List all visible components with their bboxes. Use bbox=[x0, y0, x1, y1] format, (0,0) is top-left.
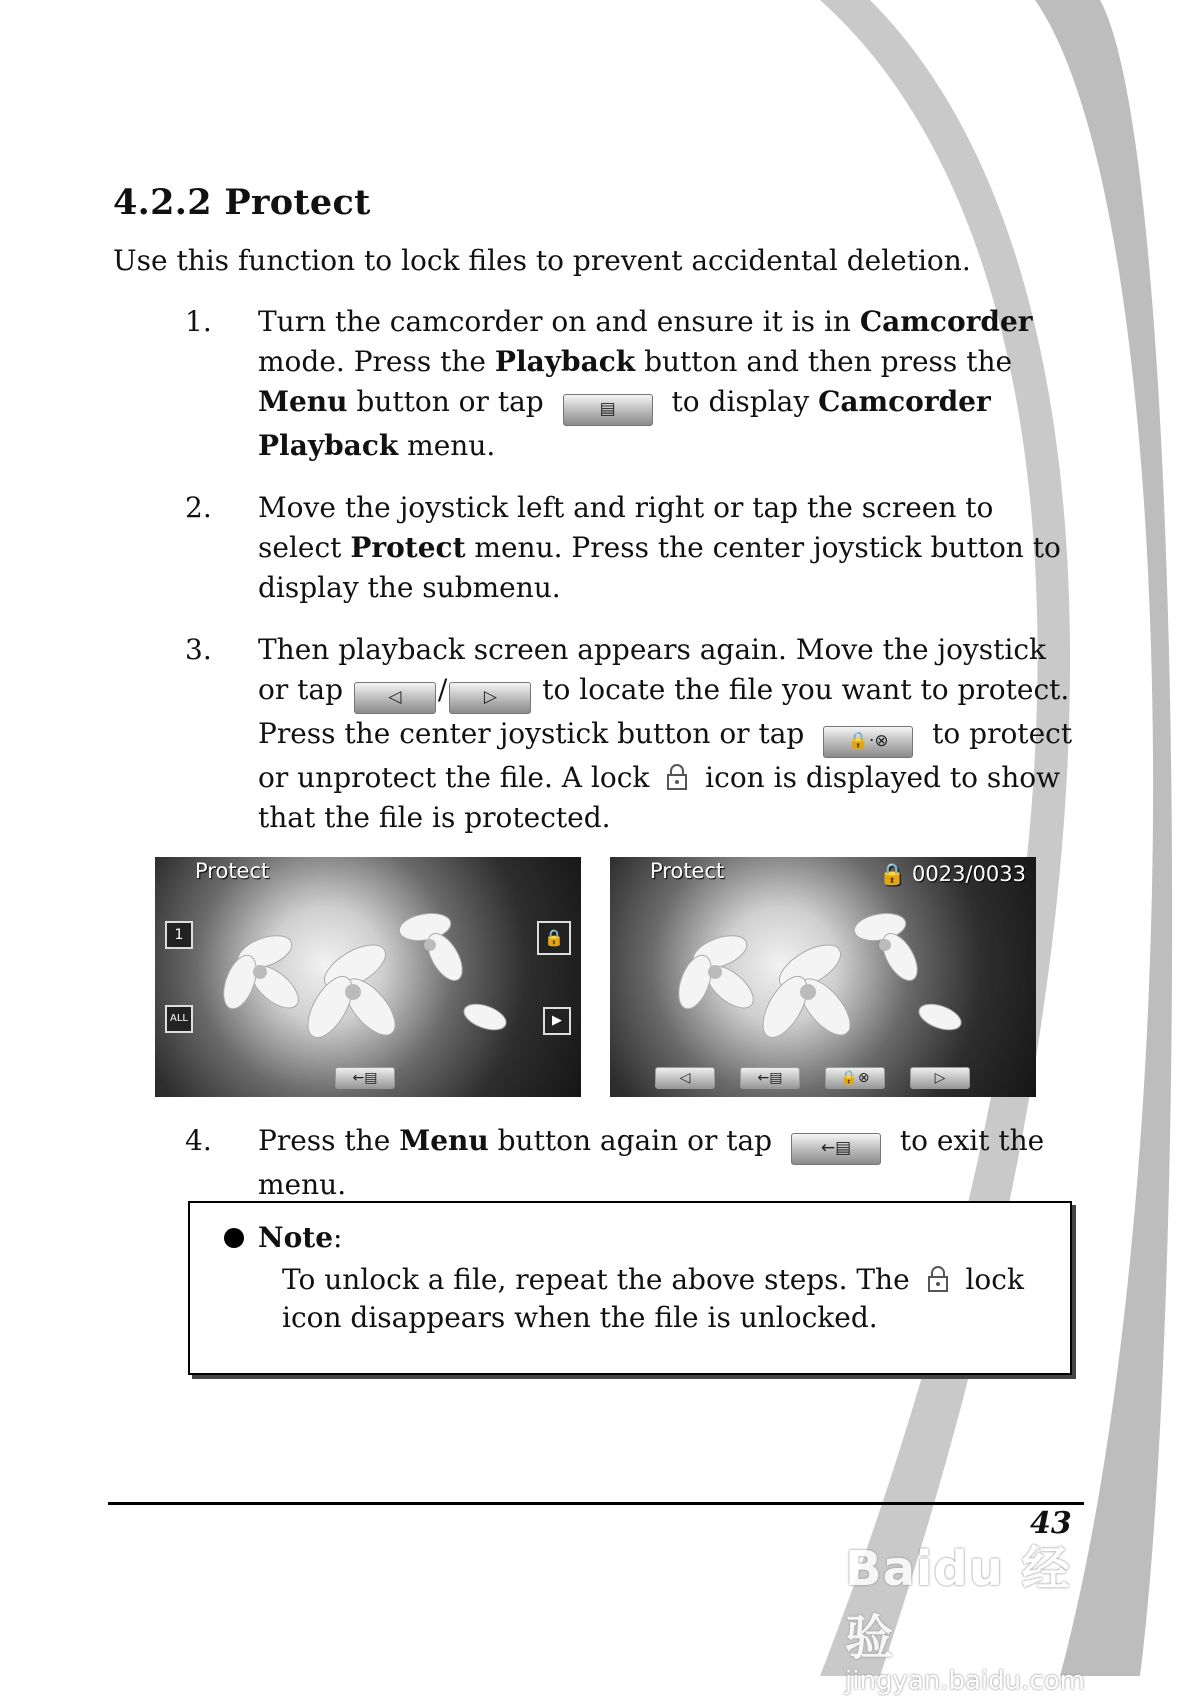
step-2 bbox=[185, 488, 1085, 608]
note-header: Note : bbox=[224, 1221, 342, 1254]
slideshow-icon: ▶ bbox=[543, 1007, 571, 1035]
step-number: 3. bbox=[185, 633, 212, 666]
section-heading: 4.2.2 Protect bbox=[113, 182, 371, 223]
exit-menu-icon: ←▤ bbox=[791, 1133, 881, 1165]
steps-list-continued bbox=[185, 1121, 1085, 1205]
note-label: Note bbox=[258, 1221, 334, 1254]
previous-arrow-icon: ◁ bbox=[655, 1067, 715, 1089]
exit-menu-icon: ←▤ bbox=[740, 1067, 800, 1089]
protect-toggle-icon: 🔒·⊗ bbox=[823, 726, 913, 758]
lock-icon bbox=[927, 1265, 949, 1293]
lock-icon bbox=[666, 763, 688, 791]
section-intro: Use this function to lock files to prevent accidental deletion. bbox=[113, 244, 971, 277]
watermark bbox=[845, 1530, 1115, 1696]
flower-photo bbox=[155, 857, 581, 1097]
step-3 bbox=[185, 630, 1085, 838]
page-number: 43 bbox=[1030, 1506, 1072, 1541]
steps-list bbox=[185, 302, 1085, 860]
step-text: Press the Menu button again or tap ←▤ to exit the menu. bbox=[258, 1124, 1045, 1201]
step-text: Move the joystick left and right or tap the screen to select Protect menu. Press the center joystick button to display the submenu. bbox=[258, 491, 1061, 604]
menu-button-icon: ▤ bbox=[563, 394, 653, 426]
step-number: 4. bbox=[185, 1124, 212, 1157]
file-counter: 🔒 0023/0033 bbox=[879, 862, 1026, 886]
step-number: 2. bbox=[185, 491, 212, 524]
step-number: 1. bbox=[185, 305, 212, 338]
step-text: Then playback screen appears again. Move the joystick or tap ◁ / ▷ to locate the file you want to protect. Press the center joystick button or tap 🔒·⊗ to protect or unprotect the file. A lock icon is displayed to show that the file is protected. bbox=[258, 633, 1073, 834]
note-text: To unlock a file, repeat the above steps. The lock icon disappears when the file is unlocked. bbox=[282, 1263, 1024, 1334]
lock-toggle-icon: 🔒 bbox=[537, 921, 571, 955]
watermark-brand: Baidu 经验 bbox=[845, 1541, 1071, 1666]
screen-title: Protect bbox=[195, 859, 270, 883]
protect-screen-after bbox=[610, 857, 1036, 1097]
footer-rule bbox=[108, 1502, 1084, 1505]
screen-title: Protect bbox=[650, 859, 725, 883]
protect-screen-before bbox=[155, 857, 581, 1097]
watermark-url: jingyan.baidu.com bbox=[845, 1666, 1085, 1696]
next-arrow-icon: ▷ bbox=[910, 1067, 970, 1089]
lock-icon: 🔒 bbox=[879, 862, 913, 886]
next-arrow-icon: ▷ bbox=[449, 682, 531, 714]
flower-photo bbox=[610, 857, 1036, 1097]
bullet-icon bbox=[224, 1228, 244, 1248]
previous-arrow-icon: ◁ bbox=[354, 682, 436, 714]
step-1 bbox=[185, 302, 1085, 466]
step-text: Turn the camcorder on and ensure it is in Camcorder mode. Press the Playback button and then press the Menu button or tap ▤ to display Camcorder Playback menu. bbox=[258, 305, 1033, 462]
note-box bbox=[188, 1201, 1072, 1375]
protect-toggle-icon: 🔒⊗ bbox=[825, 1067, 885, 1089]
protect-one-icon: 1 bbox=[165, 921, 193, 949]
step-4 bbox=[185, 1121, 1085, 1205]
exit-menu-icon: ←▤ bbox=[335, 1067, 395, 1089]
protect-all-icon: ALL bbox=[165, 1005, 193, 1033]
